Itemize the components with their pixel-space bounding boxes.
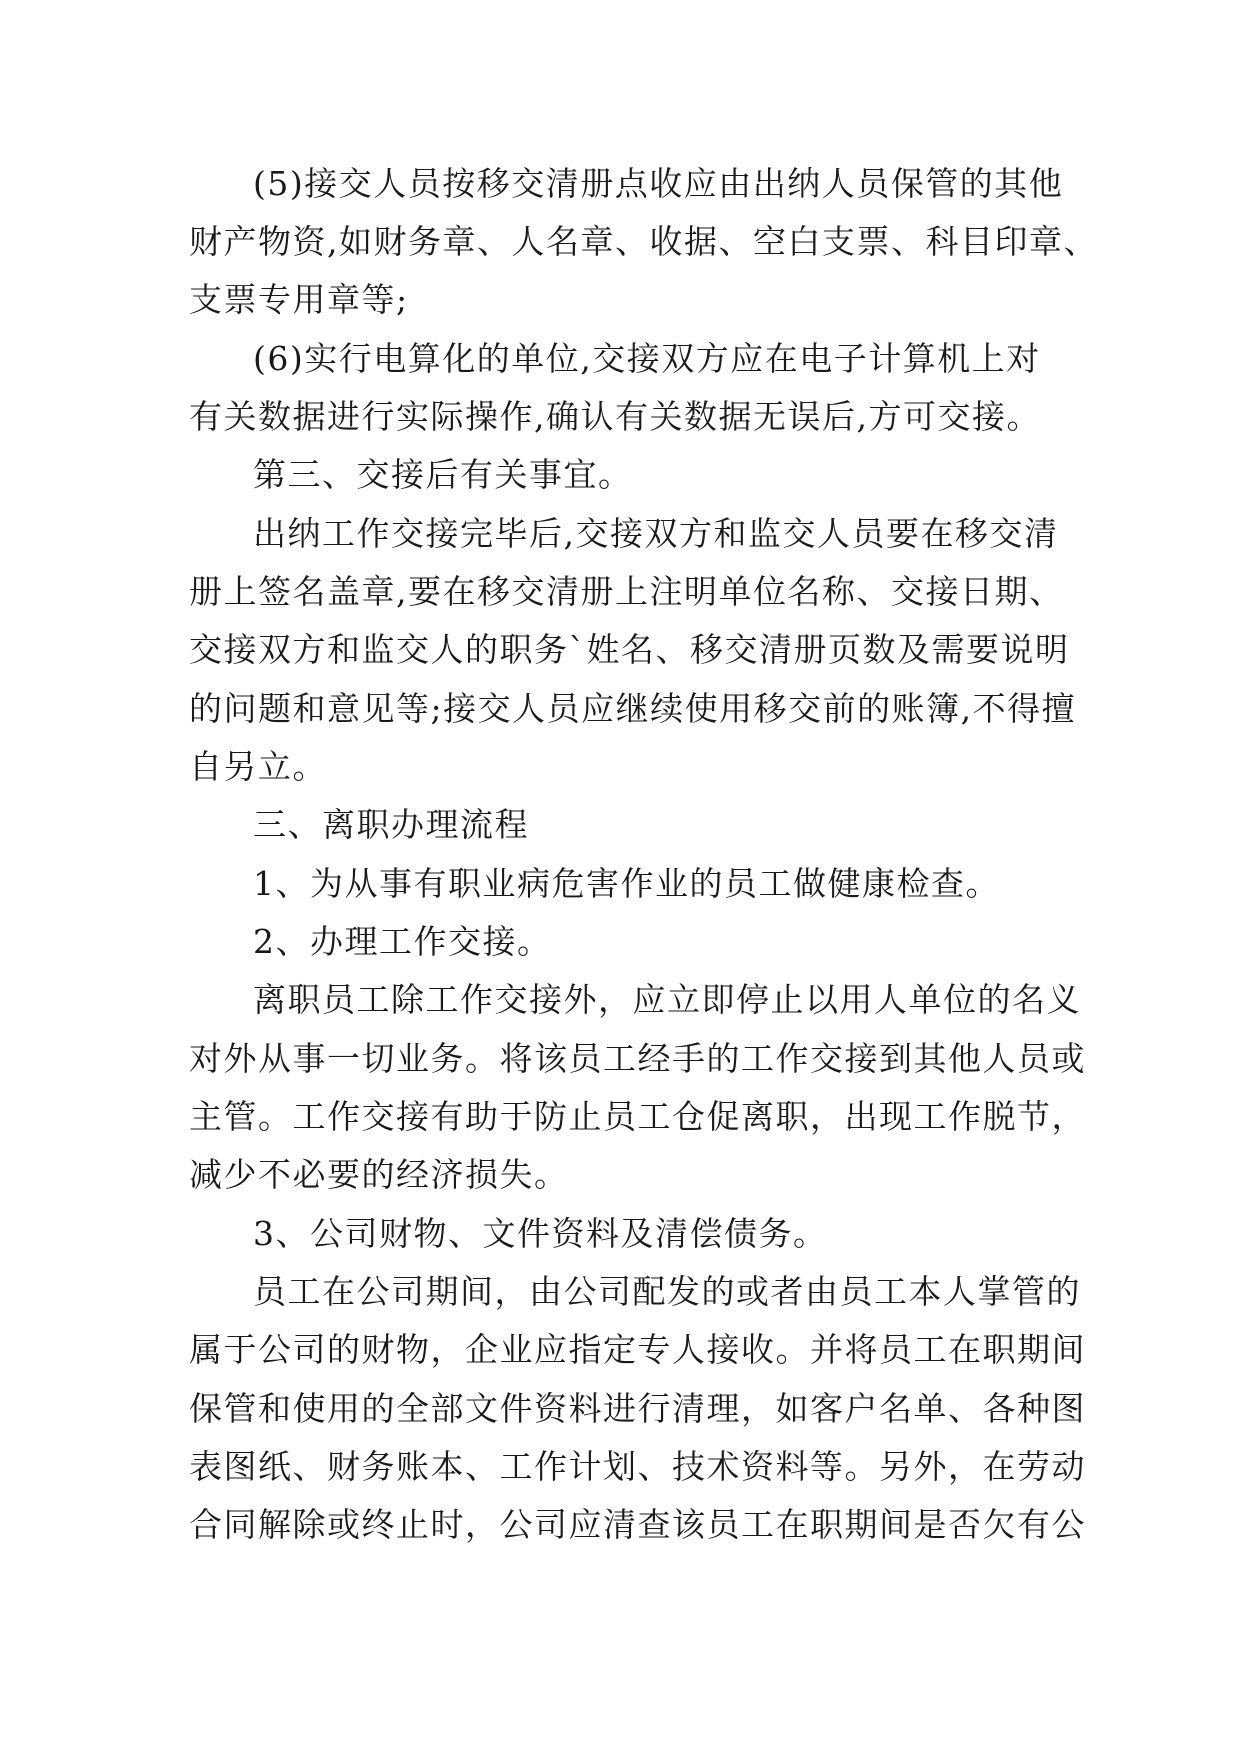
- paragraph-line: 属于公司的财物，企业应指定专人接收。并将员工在职期间: [189, 1330, 1086, 1369]
- paragraph-line: 册上签名盖章,要在移交清册上注明单位名称、交接日期、: [189, 572, 1064, 611]
- paragraph-line: 员工在公司期间，由公司配发的或者由员工本人掌管的: [253, 1272, 1081, 1311]
- section-heading: 三、离职办理流程: [253, 805, 529, 844]
- list-item: 1、为从事有职业病危害作业的员工做健康检查。: [253, 864, 1000, 903]
- section-heading: 第三、交接后有关事宜。: [253, 455, 633, 494]
- paragraph-line: 财产物资,如财务章、人名章、收据、空白支票、科目印章、: [189, 222, 1098, 261]
- paragraph-line: 交接双方和监交人的职务`姓名、移交清册页数及需要说明: [189, 630, 1070, 669]
- paragraph-line: 合同解除或终止时，公司应清查该员工在职期间是否欠有公: [189, 1505, 1086, 1544]
- paragraph-line: 支票专用章等;: [189, 280, 409, 319]
- list-item: 2、办理工作交接。: [253, 922, 552, 961]
- paragraph-line: 表图纸、财务账本、工作计划、技术资料等。另外，在劳动: [189, 1447, 1086, 1486]
- paragraph-line: 有关数据进行实际操作,确认有关数据无误后,方可交接。: [189, 397, 1041, 436]
- paragraph-line: 主管。工作交接有助于防止员工仓促离职，出现工作脱节，: [189, 1097, 1086, 1136]
- paragraph-line: 减少不必要的经济损失。: [189, 1155, 569, 1194]
- paragraph-line: (5)接交人员按移交清册点收应由出纳人员保管的其他: [253, 164, 1064, 203]
- paragraph-line: 出纳工作交接完毕后,交接双方和监交人员要在移交清: [253, 514, 1059, 553]
- paragraph-line: 的问题和意见等;接交人员应继续使用移交前的账簿,不得擅: [189, 689, 1077, 728]
- paragraph-line: 离职员工除工作交接外，应立即停止以用人单位的名义: [253, 980, 1081, 1019]
- list-item: 3、公司财物、文件资料及清偿债务。: [253, 1214, 828, 1253]
- paragraph-line: (6)实行电算化的单位,交接双方应在电子计算机上对: [253, 339, 1041, 378]
- paragraph-line: 对外从事一切业务。将该员工经手的工作交接到其他人员或: [189, 1039, 1086, 1078]
- paragraph-line: 自另立。: [189, 747, 327, 786]
- paragraph-line: 保管和使用的全部文件资料进行清理，如客户名单、各种图: [189, 1389, 1086, 1428]
